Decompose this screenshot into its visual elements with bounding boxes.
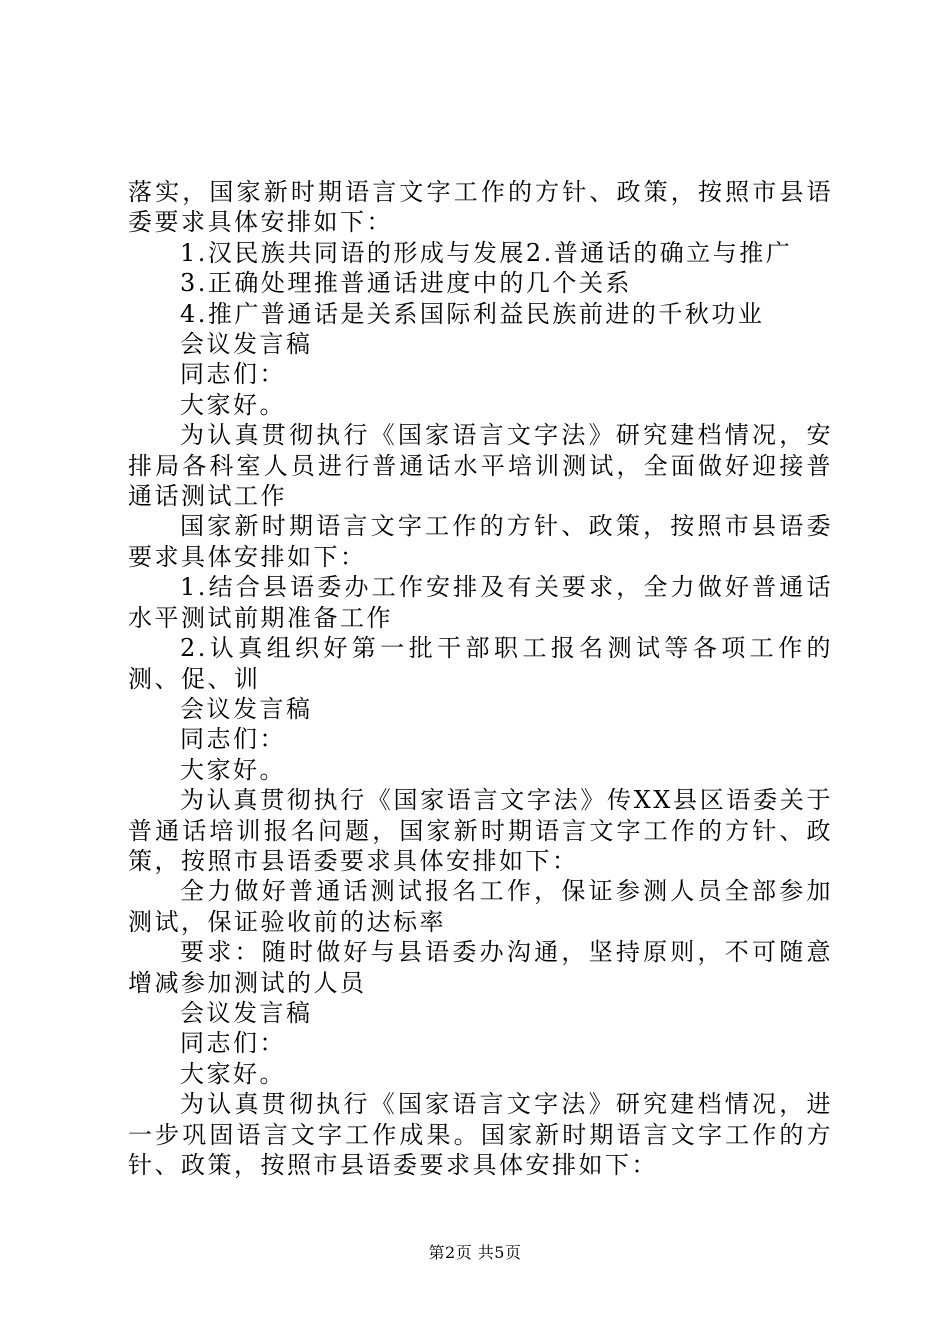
page-footer — [0, 1243, 950, 1263]
section-title: 会议发言稿 — [180, 330, 313, 359]
list-item: 2.认真组织好第一批干部职工报名测试等各项工作的测、促、训 — [128, 634, 833, 693]
list-item: 3.正确处理推普通话进度中的几个关系 — [180, 269, 632, 298]
paragraph-continued: 落实，国家新时期语言文字工作的方针、政策，按照市县语委要求具体安排如下： — [128, 178, 833, 237]
paragraph: 国家新时期语言文字工作的方针、政策，按照市县语委要求具体安排如下： — [128, 512, 833, 571]
greeting: 大家好。 — [180, 390, 286, 419]
greeting: 大家好。 — [180, 1059, 286, 1088]
list-item: 1.结合县语委办工作安排及有关要求，全力做好普通话水平测试前期准备工作 — [128, 573, 833, 632]
section-title: 会议发言稿 — [180, 694, 313, 723]
page-number-label: 第2页 共5页 — [428, 1243, 522, 1262]
paragraph: 为认真贯彻执行《国家语言文字法》研究建档情况，进一步巩固语言文字工作成果。国家新时期语言文字工作的方针、政策，按照市县语委要求具体安排如下： — [128, 1090, 833, 1179]
document-body — [128, 177, 833, 1180]
paragraph: 要求：随时做好与县语委办沟通，坚持原则，不可随意增减参加测试的人员 — [128, 938, 833, 997]
paragraph: 全力做好普通话测试报名工作，保证参测人员全部参加测试，保证验收前的达标率 — [128, 877, 833, 936]
salutation: 同志们： — [180, 725, 286, 754]
salutation: 同志们： — [180, 360, 286, 389]
salutation: 同志们： — [180, 1029, 286, 1058]
paragraph: 为认真贯彻执行《国家语言文字法》研究建档情况，安排局各科室人员进行普通话水平培训测试，全面做好迎接普通话测试工作 — [128, 421, 833, 511]
greeting: 大家好。 — [180, 755, 286, 784]
list-item: 4.推广普通话是关系国际利益民族前进的千秋功业 — [180, 299, 765, 328]
paragraph: 为认真贯彻执行《国家语言文字法》传XX县区语委关于普通话培训报名问题，国家新时期语言文字工作的方针、政策，按照市县语委要求具体安排如下： — [128, 786, 833, 875]
section-title: 会议发言稿 — [180, 998, 313, 1027]
list-item: 1.汉民族共同语的形成与发展2.普通话的确立与推广 — [180, 238, 793, 267]
